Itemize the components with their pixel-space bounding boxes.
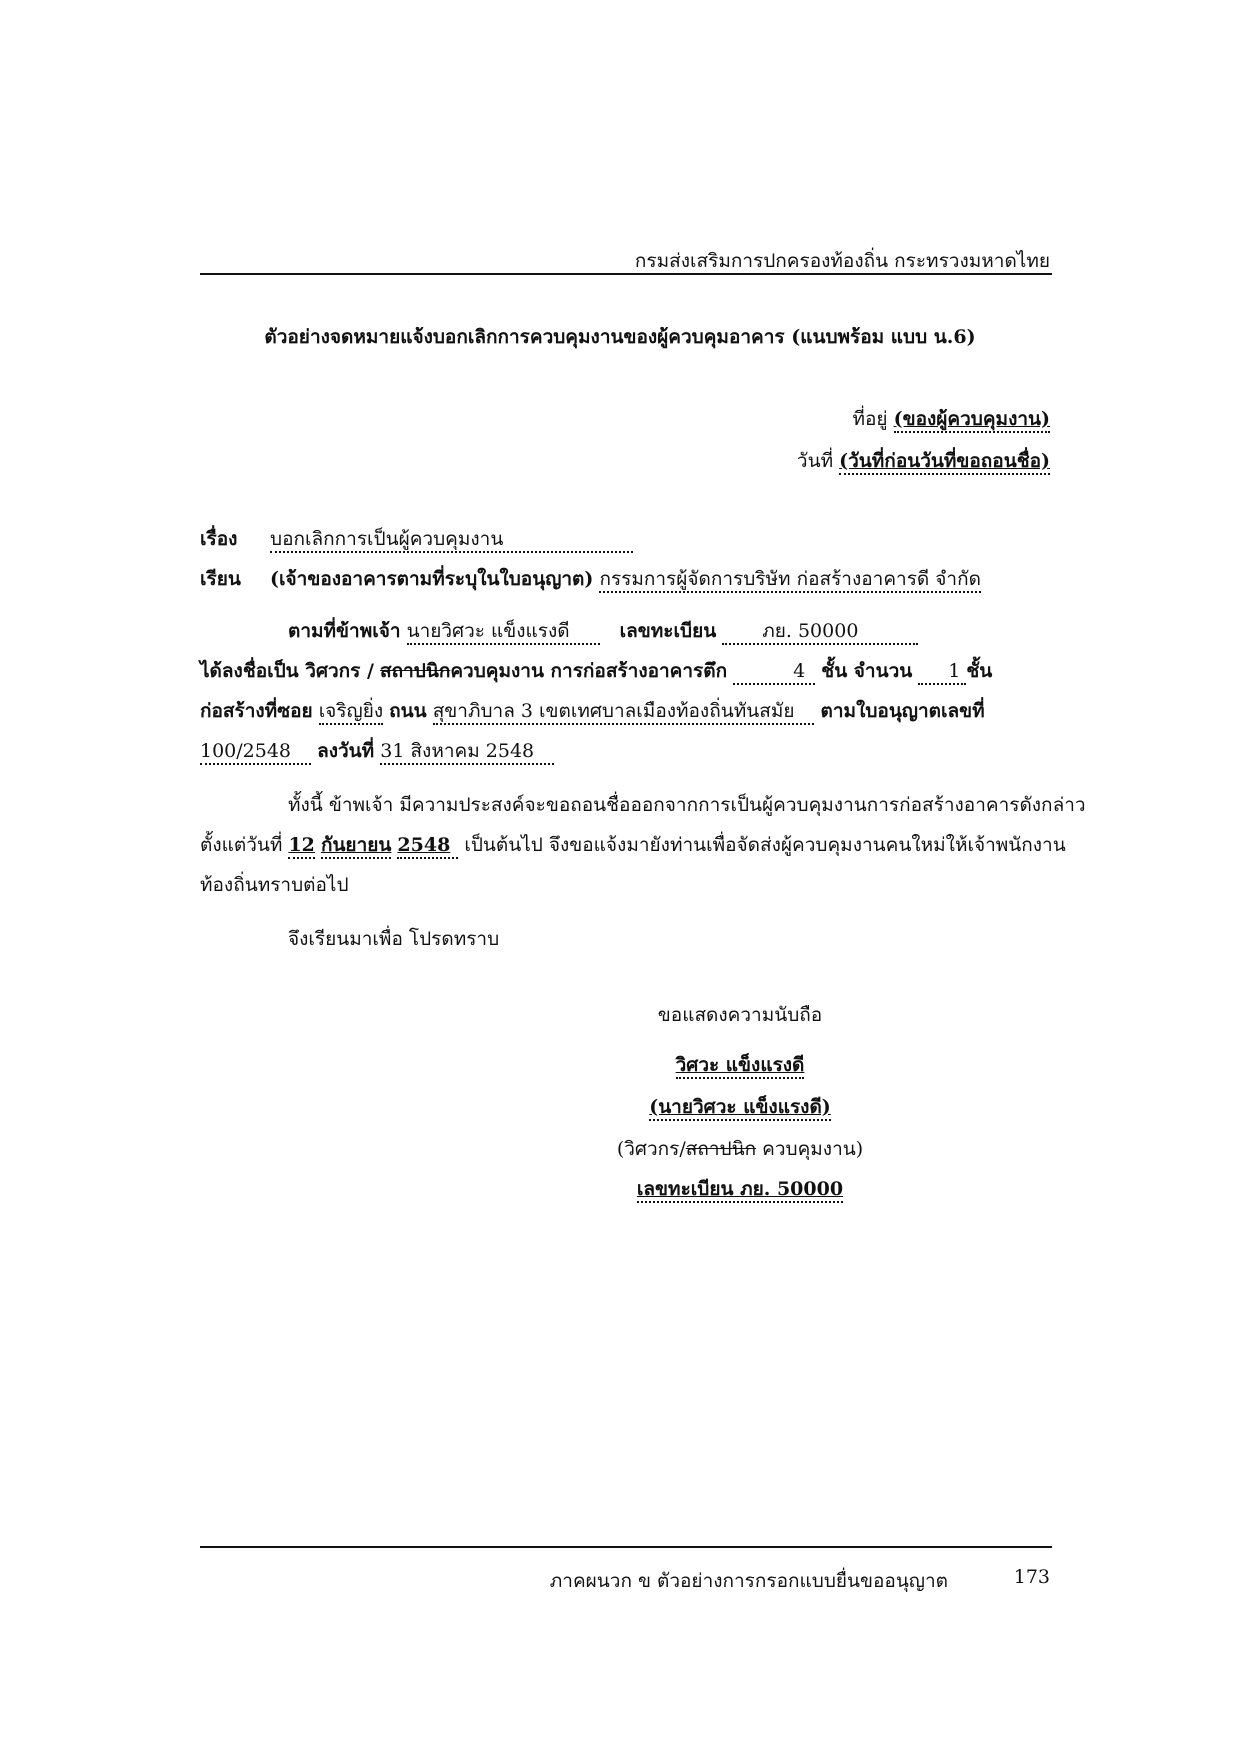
address-value: (ของผู้ควบคุมงาน) <box>894 408 1050 433</box>
road-value: สุขาภิบาล 3 เขตเทศบาลเมืองท้องถิ่นทันสมัย <box>433 700 815 725</box>
reg-label: เลขทะเบียน <box>619 620 717 642</box>
date-value: (วันที่ก่อนวันที่ขอถอนชื่อ) <box>839 450 1050 475</box>
road-label: ถนน <box>389 700 427 722</box>
signer-reg-text: เลขทะเบียน ภย. 50000 <box>637 1178 843 1203</box>
para1-line2 <box>200 656 992 686</box>
signer-role <box>540 1134 940 1164</box>
para2-suffix: เป็นต้นไป จึงขอแจ้งมายังท่านเพื่อจัดส่งผู้ควบคุมงานคนใหม่ให้เจ้าพนักงาน <box>464 834 1066 856</box>
role-struck: สถาปนิก <box>685 1138 757 1160</box>
header-org: กรมส่งเสริมการปกครองท้องถิ่น กระทรวงมหาดไทย <box>634 250 1050 272</box>
subject-label: เรื่อง <box>200 528 238 550</box>
closing-line: จึงเรียนมาเพื่อ โปรดทราบ <box>288 928 500 950</box>
address-line <box>852 404 1050 434</box>
to-label: เรียน <box>200 568 241 590</box>
role-close: ควบคุมงาน) <box>756 1138 864 1160</box>
effective-day: 12 <box>288 834 314 859</box>
para2-line3: ท้องถิ่นทราบต่อไป <box>200 874 349 896</box>
effective-year: 2548 <box>397 834 458 859</box>
footer-text: ภาคผนวก ข ตัวอย่างการกรอกแบบยื่นขออนุญาต <box>549 1570 948 1592</box>
page-number: 173 <box>1013 1566 1050 1588</box>
date-line <box>797 446 1050 476</box>
signer-name <box>540 1092 940 1122</box>
permit-date-value: 31 สิงหาคม 2548 <box>380 740 554 765</box>
permit-label: ตามใบอนุญาตเลขที่ <box>820 700 985 722</box>
footer-divider <box>200 1546 1052 1548</box>
count-unit: ชั้น <box>966 660 993 682</box>
to-role: (เจ้าของอาคารตามที่ระบุในใบอนุญาต) <box>270 568 594 590</box>
para1-line3 <box>200 696 985 726</box>
effective-month: กันยายน <box>321 834 391 859</box>
header-divider <box>200 273 1052 275</box>
to-value: กรรมการผู้จัดการบริษัท ก่อสร้างอาคารดี จำกัด <box>599 568 981 593</box>
engineer-name: นายวิศวะ แข็งแรงดี <box>407 620 600 645</box>
since-label: ตั้งแต่วันที่ <box>200 834 283 856</box>
count-value: 1 <box>918 660 966 685</box>
signature-text: วิศวะ แข็งแรงดี <box>676 1054 805 1079</box>
para2-line2 <box>200 830 1066 860</box>
reg-value: ภย. 50000 <box>722 620 918 645</box>
signed-as-label: ได้ลงชื่อเป็น วิศวกร / <box>200 660 374 682</box>
permit-number: 100/2548 <box>200 740 311 765</box>
para1-intro: ตามที่ข้าพเจ้า <box>288 620 401 642</box>
to-line <box>200 564 981 594</box>
subject-value: บอกเลิกการเป็นผู้ควบคุมงาน <box>270 528 633 553</box>
soi-label: ก่อสร้างที่ซอย <box>200 700 313 722</box>
date-label: วันที่ <box>796 450 834 472</box>
para2-line1: ทั้งนี้ ข้าพเจ้า มีความประสงค์จะขอถอนชื่อออกจากการเป็นผู้ควบคุมงานการก่อสร้างอาคารดังกล่าว <box>288 794 1086 816</box>
para1-line4 <box>200 736 554 766</box>
para1-line1 <box>288 616 918 646</box>
architect-struck: สถาปนิก <box>380 660 451 682</box>
permit-date-label: ลงวันที่ <box>317 740 375 762</box>
supervise-label: ควบคุมงาน การก่อสร้างอาคารตึก <box>450 660 728 682</box>
signature <box>540 1050 940 1080</box>
floors-unit: ชั้น จำนวน <box>821 660 913 682</box>
soi-value: เจริญยิ่ง <box>319 700 383 725</box>
address-label: ที่อยู่ <box>852 408 888 430</box>
subject-line <box>200 524 633 554</box>
document-title: ตัวอย่างจดหมายแจ้งบอกเลิกการควบคุมงานของผู้ควบคุมอาคาร (แนบพร้อม แบบ น.6) <box>264 326 976 348</box>
role-open: (วิศวกร/ <box>616 1138 686 1160</box>
signer-name-text: (นายวิศวะ แข็งแรงดี) <box>649 1096 831 1121</box>
signer-reg <box>540 1174 940 1204</box>
regards-text: ขอแสดงความนับถือ <box>657 1004 823 1026</box>
floors-value: 4 <box>733 660 815 685</box>
